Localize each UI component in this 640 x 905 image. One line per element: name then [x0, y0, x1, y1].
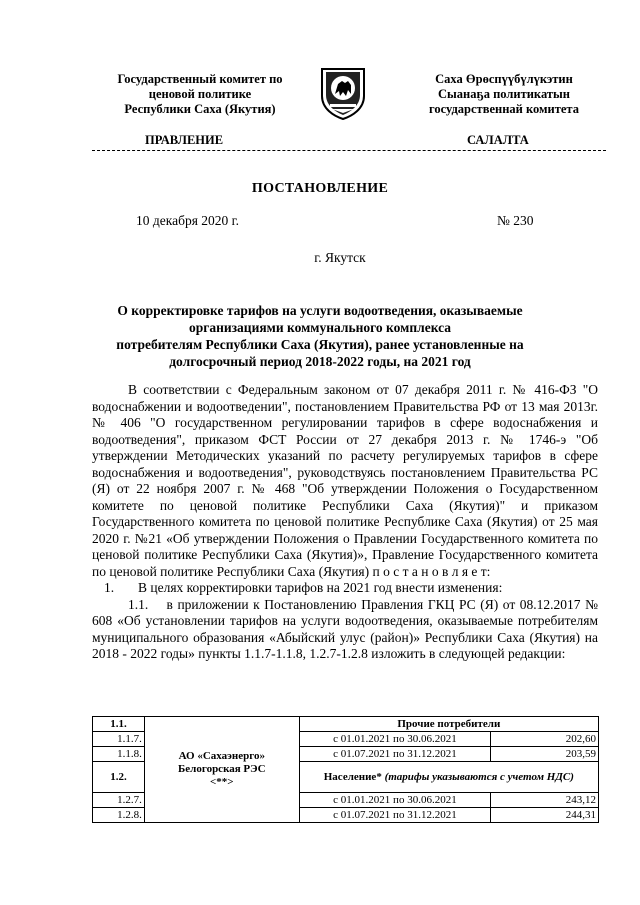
item-1-text: В целях корректировки тарифов на 2021 год внести изменения:: [138, 580, 503, 595]
organization-line-2: Белогорская РЭС: [178, 763, 266, 775]
header-right-line-2: Сыанаҕа политикатын: [438, 87, 570, 101]
tariff-value: 203,59: [491, 747, 599, 762]
organization-line-1: АО «Сахаэнерго»: [178, 750, 265, 762]
header-right-line-3: государственнай комитета: [429, 102, 579, 116]
group-header-label: Население*: [323, 770, 382, 783]
organization-cell: [144, 717, 299, 823]
organization-line-3: <**>: [210, 776, 234, 788]
pravlenie-right: САЛАЛТА: [467, 133, 529, 147]
subject-line-2: организациями коммунального комплекса: [188, 320, 452, 335]
preamble-paragraph: В соответствии с Федеральным законом от 07 декабря 2011 г. № 416-ФЗ "О водоснабжении и водоотведении", постановлением Правительства РФ от 13 мая 2013г. № 406 "О государственном регулировании тарифов в сфере водоснабжения и водоотведения", приказом ФСТ России от 27 декабря 2013 г. № 1746-э "Об утверждении Методических указаний по расчету регулируемых тарифов в сфере водоснабжения и водоотведения", руководствуясь постановлением Правительства РС (Я) от 22 ноября 2007 г. № 468 "Об утверждении Положения о Государственном комитете по ценовой политике Республики Саха (Якутия)" и приказом Государственного комитета по ценовой политике Республике Саха (Якутия) от 25 мая 2020 г. №21 «Об утверждении Положения о Правлении Государственного комитета по ценовой политике Республики Саха (Якутия)», Правление Государственного комитета по ценовой политике Республики Саха (Якутия) п о с т а н о в л я е т:: [92, 382, 598, 579]
tariff-table: [92, 716, 599, 823]
period-cell: с 01.07.2021 по 31.12.2021: [299, 747, 491, 762]
document-subject: [110, 302, 530, 370]
group-header: [299, 762, 598, 793]
item-1-1-text: в приложении к Постановлению Правления ГКЦ РС (Я) от 08.12.2017 № 608 «Об установлении тарифов на услуги водоотведения, оказываемые потребителям муниципального образования «Абыйский улус (район)» Республики Саха (Якутия) на 2018 - 2022 годы» пункты 1.1.7-1.1.8, 1.2.7-1.2.8 изложить в следующей редакции:: [92, 596, 598, 661]
header-left-authority: [100, 72, 300, 117]
header-left-line-1: Государственный комитет по: [117, 72, 283, 86]
group-header-note: (тарифы указываются с учетом НДС): [384, 770, 574, 783]
group-header: Прочие потребители: [299, 717, 598, 732]
document-body: [92, 382, 598, 663]
subject-line-3: потребителям Республики Саха (Якутия), ранее установленные на: [116, 337, 524, 352]
document-title: ПОСТАНОВЛЕНИЕ: [251, 181, 389, 196]
row-number: 1.1.7.: [93, 732, 145, 747]
emblem-icon: [318, 66, 368, 120]
header-right-line-1: Саха Өрөспүүбүлүкэтин: [435, 72, 573, 86]
tariff-value: 244,31: [491, 808, 599, 823]
tariff-value: 202,60: [491, 732, 599, 747]
item-1: [92, 580, 598, 597]
row-number: 1.2.: [93, 762, 145, 793]
item-1-1-number: 1.1.: [128, 596, 149, 612]
item-1-1: [92, 597, 598, 663]
period-cell: с 01.01.2021 по 30.06.2021: [299, 793, 491, 808]
tariff-value: 243,12: [491, 793, 599, 808]
period-cell: с 01.07.2021 по 31.12.2021: [299, 808, 491, 823]
pravlenie-left: ПРАВЛЕНИЕ: [145, 133, 224, 147]
subject-line-4: долгосрочный период 2018-2022 годы, на 2021 год: [169, 354, 471, 369]
header-left-line-3: Республики Саха (Якутия): [124, 102, 276, 116]
item-1-number: 1.: [104, 580, 115, 595]
document-date: 10 декабря 2020 г.: [136, 213, 240, 228]
document-city: г. Якутск: [314, 250, 366, 265]
header-divider: [92, 150, 606, 151]
subject-line-1: О корректировке тарифов на услуги водоотведения, оказываемые: [117, 303, 523, 318]
period-cell: с 01.01.2021 по 30.06.2021: [299, 732, 491, 747]
row-number: 1.1.: [93, 717, 145, 732]
document-number: № 230: [497, 213, 534, 228]
header-right-authority: [398, 72, 610, 117]
row-number: 1.2.8.: [93, 808, 145, 823]
row-number: 1.1.8.: [93, 747, 145, 762]
row-number: 1.2.7.: [93, 793, 145, 808]
table-row: [93, 717, 599, 732]
header-left-line-2: ценовой политике: [148, 87, 252, 101]
